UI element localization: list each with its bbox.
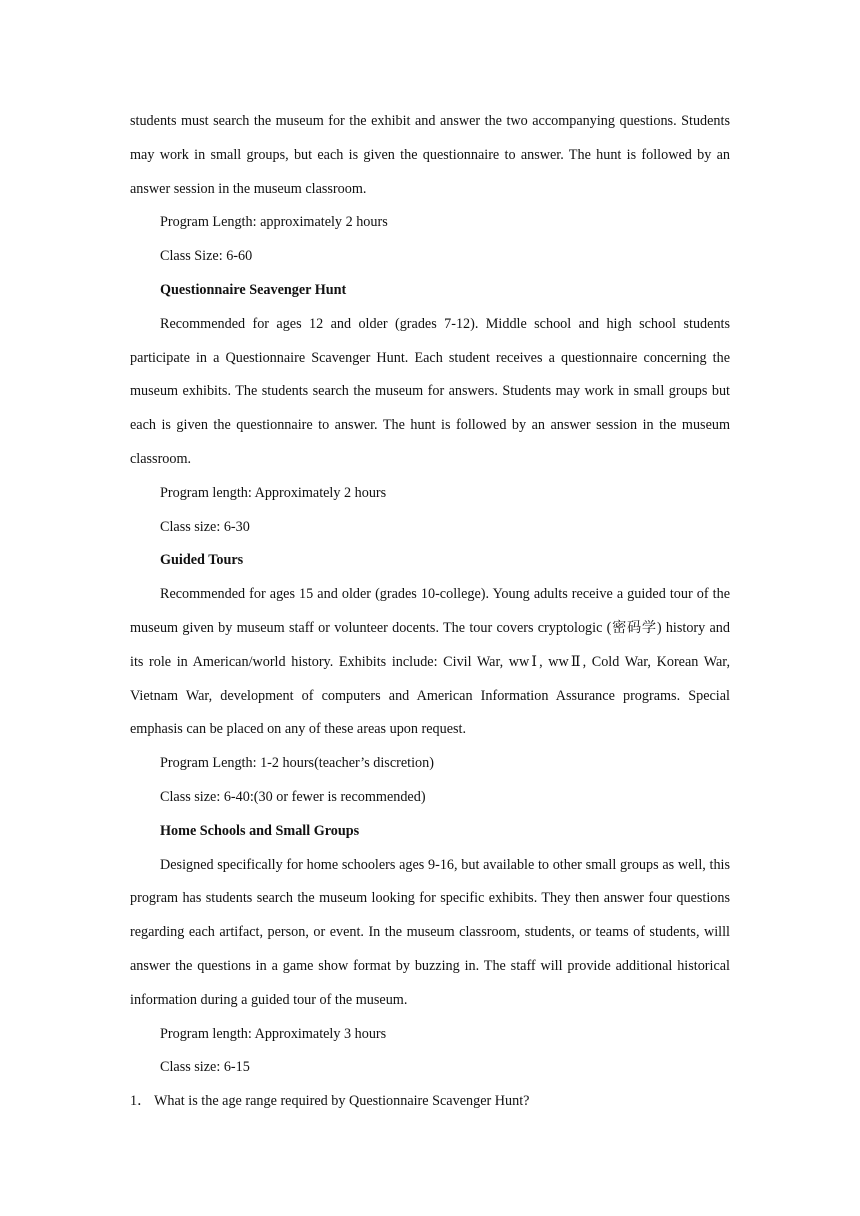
question-text: What is the age range required by Questionnaire Scavenger Hunt? — [154, 1093, 530, 1110]
class-size-line: Class size: 6-40:(30 or fewer is recommended) — [160, 788, 426, 805]
program-length-line: Program Length: approximately 2 hours — [160, 214, 388, 231]
guided-tours-description: Recommended for ages 15 and older (grades 10-college). Young adults receive a guided tour of the museum given by museum staff or volunteer docents. The tour covers cryptologic (密码学) history and its role in American/world history. Exhibits include: Civil War, wwⅠ, wwⅡ, Cold War, Korean War, Vietnam War, development of computers and American Information Assurance programs. Special emphasis can be placed on any of these areas upon request. — [130, 586, 730, 738]
class-size-line: Class size: 6-30 — [160, 518, 250, 535]
question-item — [130, 1085, 730, 1119]
section-heading-home-schools: Home Schools and Small Groups — [160, 822, 360, 839]
home-schools-description: Designed specifically for home schoolers ages 9-16, but available to other small groups as well, this program has students search the museum looking for specific exhibits. They then answer four questions regarding each artifact, person, or event. In the museum classroom, students, or teams of students, willl answer the questions in a game show format by buzzing in. The staff will provide additional historical information during a guided tour of the museum. — [130, 856, 730, 1008]
class-size-line: Class Size: 6-60 — [160, 248, 253, 265]
section-heading-guided-tours: Guided Tours — [160, 552, 244, 569]
section-heading-questionnaire: Questionnaire Seavenger Hunt — [160, 281, 347, 298]
document-body — [130, 105, 730, 1119]
program-length-line: Program length: Approximately 2 hours — [160, 484, 387, 501]
question-number: 1． — [130, 1093, 152, 1110]
program-length-line: Program length: Approximately 3 hours — [160, 1025, 387, 1042]
class-size-line: Class size: 6-15 — [160, 1059, 250, 1076]
intro-paragraph: students must search the museum for the exhibit and answer the two accompanying questions. Students may work in small groups, but each is given the questionnaire to answer. The hunt is followed by an answer session in the museum classroom. — [130, 113, 730, 197]
questionnaire-description: Recommended for ages 12 and older (grades 7-12). Middle school and high school students participate in a Questionnaire Scavenger Hunt. Each student receives a questionnaire concerning the museum exhibits. The students search the museum for answers. Students may work in small groups but each is given the questionnaire to answer. The hunt is followed by an answer session in the museum classroom. — [130, 315, 730, 467]
program-length-line: Program Length: 1-2 hours(teacher’s discretion) — [160, 755, 434, 772]
